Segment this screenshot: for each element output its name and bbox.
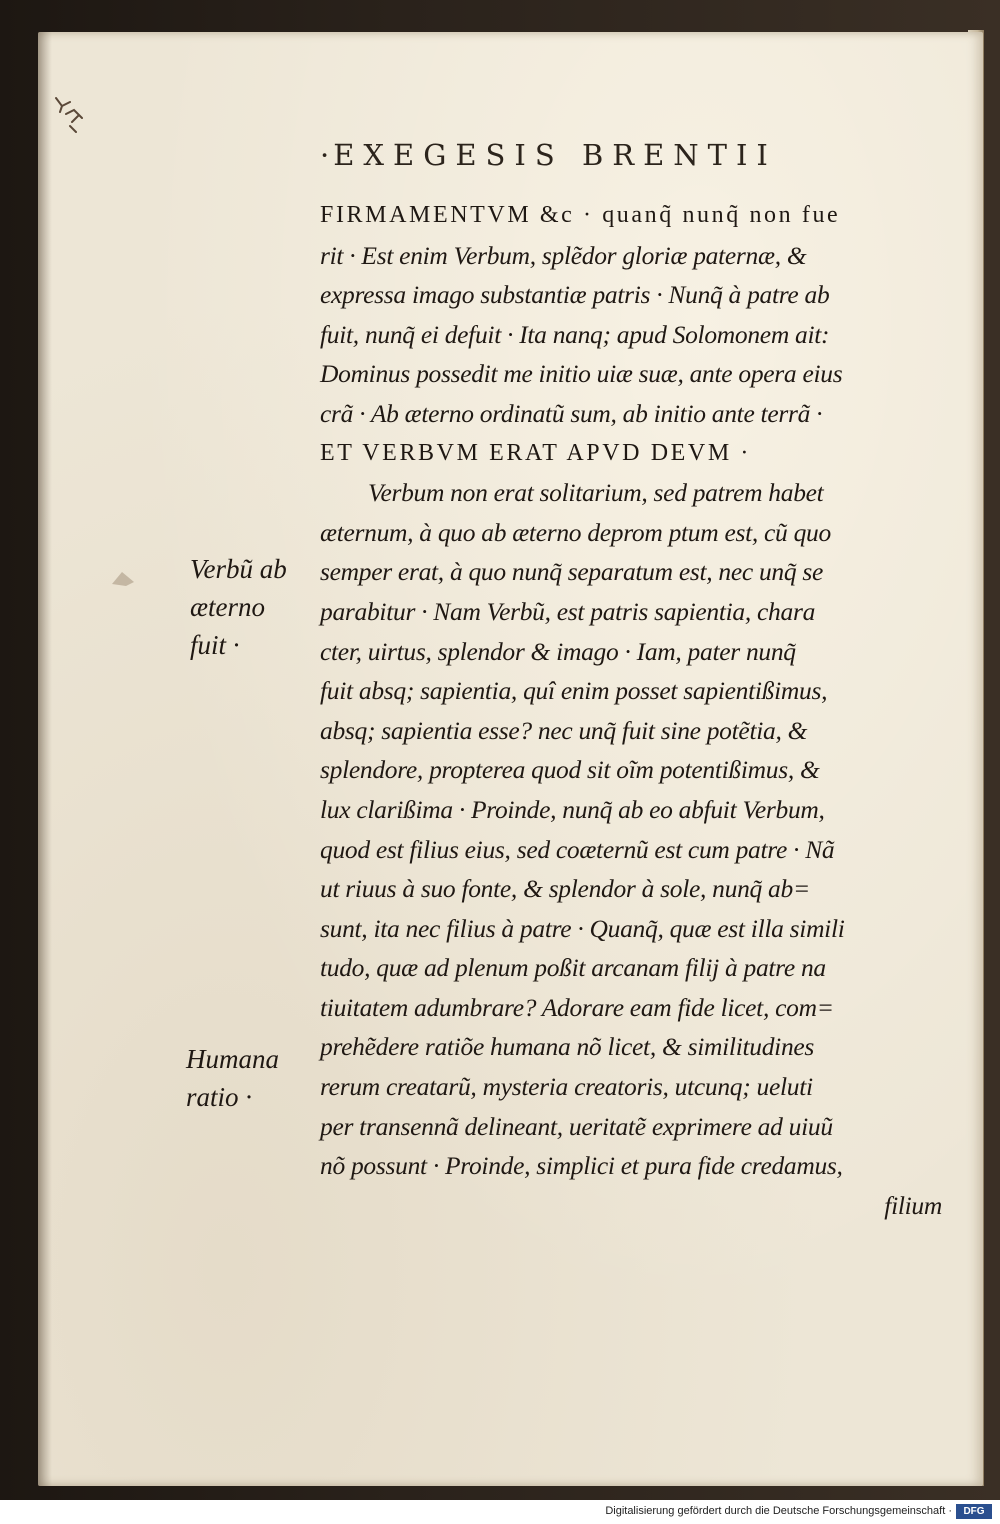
margin-note-line: ratio · bbox=[186, 1082, 253, 1112]
text-line: Verbum non erat solitarium, sed patrem habet bbox=[368, 478, 824, 508]
running-header bbox=[320, 138, 920, 172]
text-line: fuit, nunq̃ ei defuit · Ita nanq; apud Solomonem ait: bbox=[320, 319, 830, 349]
body-text bbox=[320, 196, 948, 1225]
margin-note-line: æterno bbox=[190, 592, 266, 622]
margin-note-line: fuit · bbox=[190, 630, 240, 660]
text-line: Dominus possedit me initio uiæ suæ, ante opera eius bbox=[320, 359, 843, 389]
funding-credit: Digitalisierung gefördert durch die Deutsche Forschungsgemeinschaft · bbox=[605, 1505, 952, 1517]
margin-note-line: Verbũ ab bbox=[190, 554, 287, 584]
text-line: tudo, quæ ad plenum poßit arcanam filij à patre na bbox=[320, 953, 826, 983]
text-line: parabitur · Nam Verbũ, est patris sapientia, chara bbox=[320, 596, 816, 626]
text-line: fuit absq; sapientia, quî enim posset sapientißimus, bbox=[320, 676, 828, 706]
text-line: semper erat, à quo nunq̃ separatum est, nec unq̃ se bbox=[320, 557, 824, 587]
text-line: ut riuus à suo fonte, & splendor à sole, nunq̃ ab= bbox=[320, 874, 810, 904]
paper-stain bbox=[110, 570, 136, 588]
text-line: tiuitatem adumbrare? Adorare eam fide licet, com= bbox=[320, 992, 834, 1022]
catchword: filium bbox=[884, 1190, 942, 1220]
text-line: ET VERBVM ERAT APVD DEVM · bbox=[320, 439, 751, 466]
text-line: crã · Ab æterno ordinatũ sum, ab initio ante terrã · bbox=[320, 398, 823, 428]
text-line: rerum creatarũ, mysteria creatoris, utcunq; ueluti bbox=[320, 1072, 813, 1102]
text-line: quod est filius eius, sed coæternũ est cum patre · Nã bbox=[320, 834, 835, 864]
running-title: EXEGESIS BRENTII bbox=[333, 138, 777, 172]
text-line: rit · Est enim Verbum, splẽdor gloriæ paternæ, & bbox=[320, 240, 807, 270]
text-line: lux clarißima · Proinde, nunq̃ ab eo abfuit Verbum, bbox=[320, 794, 825, 824]
text-line: cter, uirtus, splendor & imago · Iam, pater nunq̃ bbox=[320, 636, 796, 666]
text-line: per transennã delineant, ueritatẽ exprimere ad uiuũ bbox=[320, 1111, 833, 1141]
text-line: splendore, propterea quod sit oĩm potentißimus, & bbox=[320, 755, 820, 785]
header-dot: · bbox=[320, 138, 330, 172]
text-line: sunt, ita nec filius à patre · Quanq̃, quæ est illa simili bbox=[320, 913, 845, 943]
text-line: expressa imago substantiæ patris · Nunq̃ à patre ab bbox=[320, 280, 830, 310]
text-line: nõ possunt · Proinde, simplici et pura fide credamus, bbox=[320, 1151, 843, 1181]
margin-note-line: Humana bbox=[186, 1044, 279, 1074]
dfg-logo: DFG bbox=[956, 1504, 992, 1519]
margin-note-humana bbox=[186, 1040, 279, 1116]
footer-bar bbox=[0, 1500, 1000, 1524]
spine-shadow bbox=[38, 32, 52, 1486]
text-line: prehẽdere ratiõe humana nõ licet, & similitudines bbox=[320, 1032, 815, 1062]
text-line: æternum, à quo ab æterno deprom ptum est, cũ quo bbox=[320, 517, 831, 547]
margin-note-verbum bbox=[190, 550, 287, 664]
text-line: FIRMAMENTVM &c · quanq̃ nunq̃ non fue bbox=[320, 202, 841, 228]
ink-mark-icon bbox=[52, 92, 92, 136]
text-line: absq; sapientia esse? nec unq̃ fuit sine potẽtia, & bbox=[320, 715, 808, 745]
